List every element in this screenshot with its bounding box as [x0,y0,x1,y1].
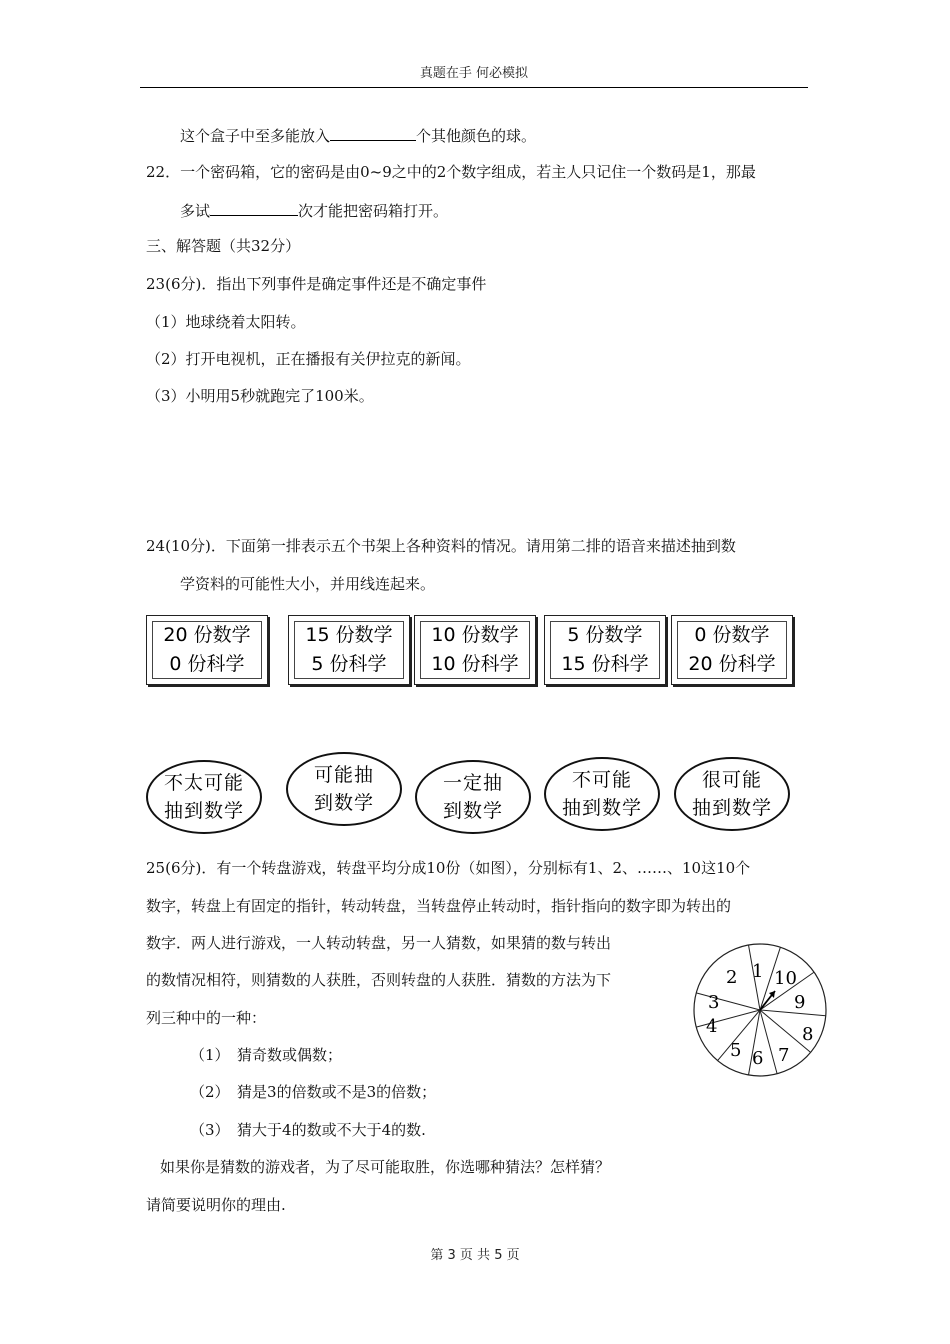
q22-line2 [180,200,448,221]
q25-line1: 25(6分)．有一个转盘游戏，转盘平均分成10份（如图），分别标有1、2、……、10这10个 [146,859,751,877]
q25-option-1: （1） 猜奇数或偶数； [190,1046,343,1064]
spinner-number: 10 [774,968,797,989]
spinner-number: 8 [802,1024,814,1045]
shelf-box-5-science: 20 份科学 [688,653,776,675]
likelihood-oval-1-line1: 不太可能 [163,772,244,794]
likelihood-oval-5-line2: 抽到数学 [691,797,772,819]
shelf-box-5-math: 0 份数学 [694,624,770,646]
likelihood-oval-4-line2: 抽到数学 [561,797,642,819]
likelihood-oval-2 [286,752,402,826]
q21-tail [180,125,536,146]
q25-closing-2: 请简要说明你的理由. [146,1196,286,1214]
page-footer: 第 3 页 共 5 页 [430,1248,520,1263]
likelihood-oval-5-line1: 很可能 [701,769,762,791]
spinner-divider-10 [696,993,760,1010]
spinner-number: 2 [726,967,738,988]
likelihood-oval-2-line1: 可能抽 [313,764,374,786]
section3-title: 三、解答题（共32分） [146,237,301,255]
likelihood-oval-3 [415,760,531,834]
likelihood-oval-2-line2: 到数学 [313,792,374,814]
q23-item-3: （3）小明用5秒就跑完了100米。 [146,387,374,405]
header-rule [140,87,808,88]
shelf-box-3 [414,615,536,685]
q25-line3: 数字．两人进行游戏，一人转动转盘，另一人猜数，如果猜的数与转出 [146,934,612,952]
spinner-number: 4 [706,1016,718,1037]
shelf-box-3-science: 10 份科学 [431,653,519,675]
likelihood-oval-1 [146,760,262,834]
likelihood-oval-3-line2: 到数学 [442,800,503,822]
shelf-box-2-science: 5 份科学 [311,653,387,675]
spinner-wheel [690,940,830,1080]
spinner-number: 1 [752,961,764,982]
q25-line2: 数字，转盘上有固定的指针，转动转盘，当转盘停止转动时，指针指向的数字即为转出的 [146,897,732,915]
shelf-box-1-math: 20 份数学 [163,624,251,646]
likelihood-oval-5 [674,757,790,831]
likelihood-oval-4-line1: 不可能 [571,769,632,791]
shelf-box-4 [544,615,666,685]
q21-answer-blank[interactable] [330,125,416,141]
spinner-number: 5 [730,1040,742,1061]
q22-line1: 22．一个密码箱，它的密码是由0~9之中的2个数字组成，若主人只记住一个数码是1，那最 [146,163,756,181]
shelf-box-4-science: 15 份科学 [561,653,649,675]
shelf-box-1 [146,615,268,685]
q24-line1: 24(10分)．下面第一排表示五个书架上各种资料的情况。请用第二排的语音来描述抽到数 [146,537,736,555]
q21-tail-after: 个其他颜色的球。 [416,127,537,145]
shelf-box-5 [671,615,793,685]
spinner-number: 7 [778,1045,790,1066]
spinner-labels [706,961,813,1069]
shelf-box-4-math: 5 份数学 [567,624,643,646]
q22-answer-blank[interactable] [210,200,298,216]
q25-line4: 的数情况相符，则猜数的人获胜，否则转盘的人获胜．猜数的方法为下 [146,971,612,989]
q21-tail-before: 这个盒子中至多能放入 [180,127,331,145]
q23-stem: 23(6分)．指出下列事件是确定事件还是不确定事件 [146,275,487,293]
likelihood-oval-3-line1: 一定抽 [442,772,503,794]
spinner-number: 3 [708,992,720,1013]
shelf-box-2 [288,615,410,685]
shelf-box-1-science: 0 份科学 [169,653,245,675]
q25-option-2: （2） 猜是3的倍数或不是3的倍数； [190,1083,437,1101]
q25-line5: 列三种中的一种： [146,1009,267,1027]
q23-item-1: （1）地球绕着太阳转。 [146,313,306,331]
q25-option-3: （3） 猜大于4的数或不大于4的数. [190,1121,426,1139]
likelihood-oval-4 [544,757,660,831]
shelf-box-2-math: 15 份数学 [305,624,393,646]
q23-item-2: （2）打开电视机，正在播报有关伊拉克的新闻。 [146,350,471,368]
spinner-number: 6 [752,1048,764,1069]
q22-line2-after: 次才能把密码箱打开。 [298,202,449,220]
q24-line2: 学资料的可能性大小，并用线连起来。 [180,575,436,593]
likelihood-oval-1-line2: 抽到数学 [163,800,244,822]
spinner-number: 9 [794,992,806,1013]
q22-line2-before: 多试 [180,202,211,220]
spinner-divider-4 [760,1010,826,1016]
shelf-box-3-math: 10 份数学 [431,624,519,646]
page-header: 真题在手 何必模拟 [419,66,529,81]
q25-closing-1: 如果你是猜数的游戏者，为了尽可能取胜，你选哪种猜法？怎样猜？ [160,1158,611,1176]
